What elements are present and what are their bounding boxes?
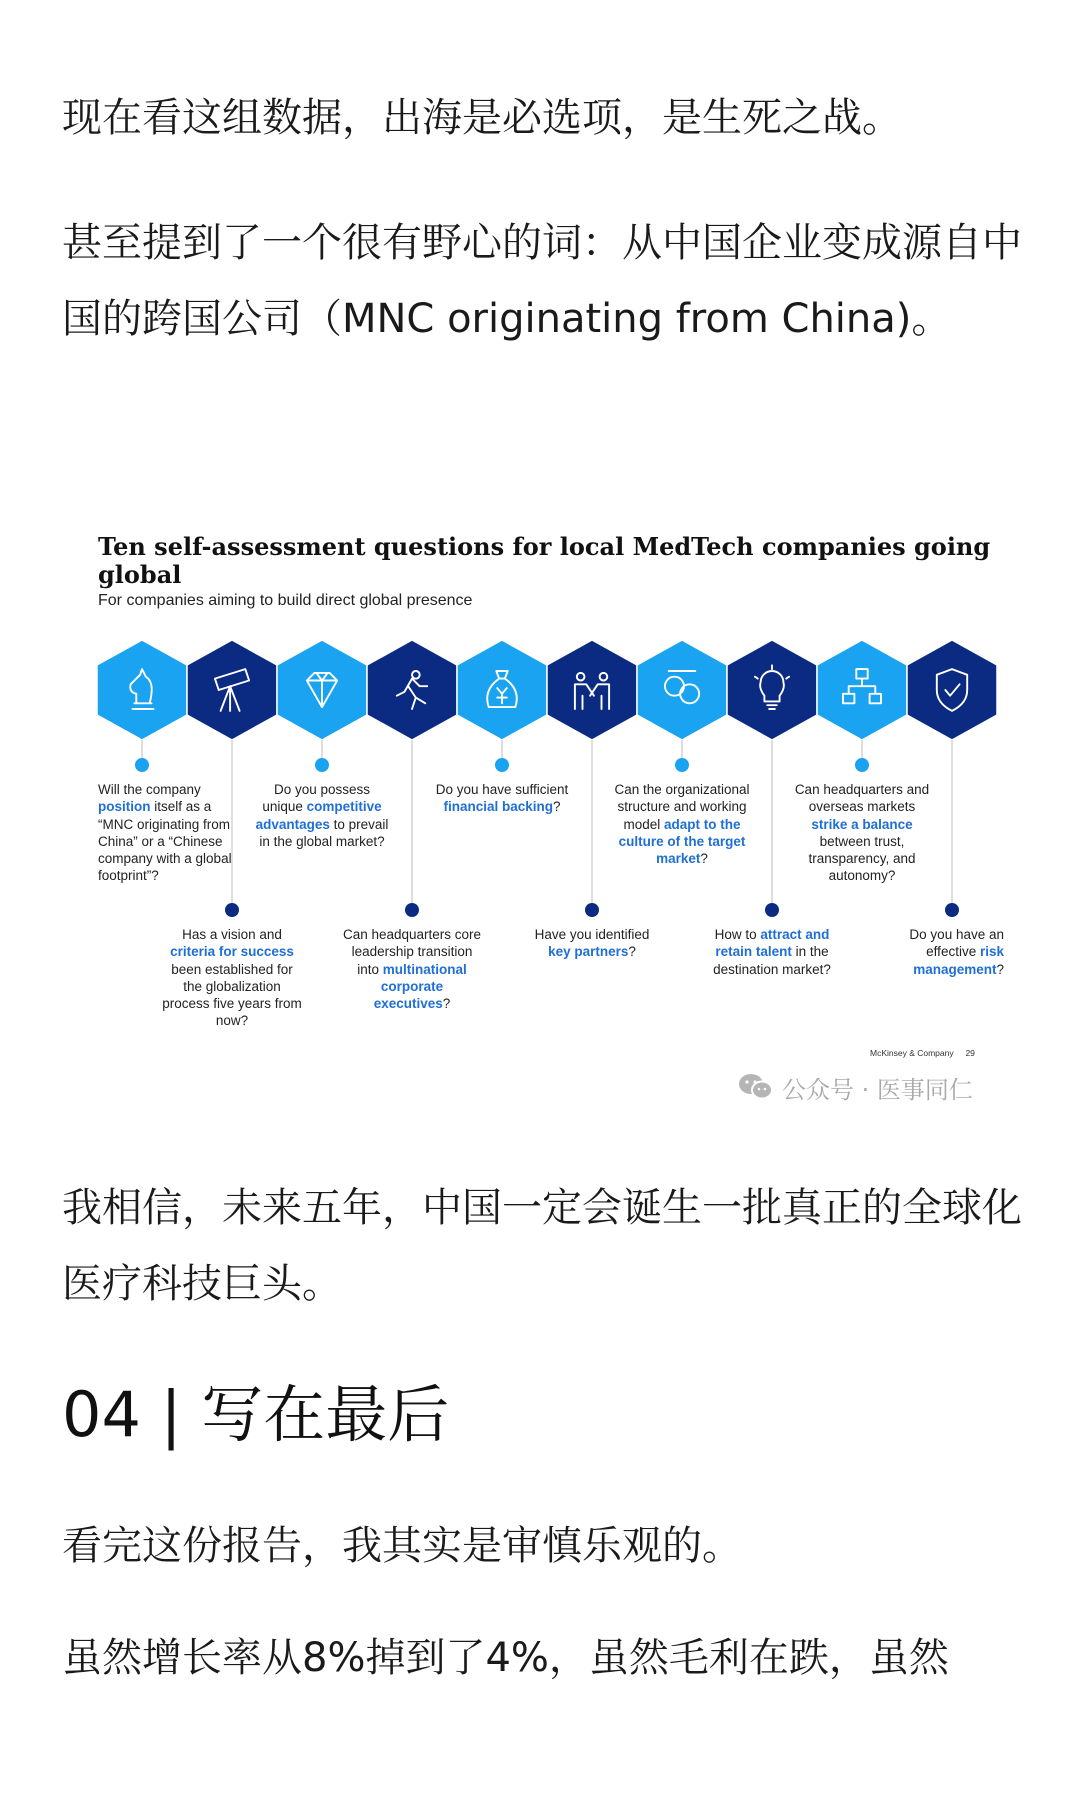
question-8: How to attract and retain talent in the destination market? — [713, 927, 831, 977]
connector-dot-6 — [585, 903, 599, 917]
connector-dot-8 — [765, 903, 779, 917]
hexagon-8 — [727, 640, 817, 740]
assessment-figure — [0, 500, 1080, 1120]
paragraph-4: 看完这份报告，我其实是审慎乐观的。 — [62, 1523, 742, 1569]
hexagon-5 — [457, 640, 547, 740]
connector-dot-1 — [135, 758, 149, 772]
watermark — [738, 1070, 973, 1104]
hexagon-1 — [97, 640, 187, 740]
hexagon-9 — [817, 640, 907, 740]
question-9: Can headquarters and overseas markets strike a balance between trust, transparency, and autonomy? — [794, 782, 930, 884]
figure-title: Ten self-assessment questions for local MedTech companies going global — [98, 532, 991, 589]
connector-dot-4 — [405, 903, 419, 917]
hexagon-7 — [637, 640, 727, 740]
hexagon-10 — [907, 640, 997, 740]
connector-dot-3 — [315, 758, 329, 772]
section-heading: 04 | 写在最后 — [62, 1378, 450, 1451]
question-2: Has a vision and criteria for success been established for the globalization process five years from now? — [162, 927, 302, 1029]
paragraph-2: 甚至提到了一个很有野心的词：从中国企业变成源自中国的跨国公司（MNC originating from China)。 — [62, 220, 1022, 342]
hexagon-6 — [547, 640, 637, 740]
figure-subtitle: For companies aiming to build direct global presence — [98, 592, 473, 609]
question-6: Have you identified key partners? — [534, 927, 650, 960]
figure-credit: McKinsey & Company 29 — [870, 1048, 975, 1058]
question-3: Do you possess unique competitive advantages to prevail in the global market? — [255, 782, 389, 849]
watermark-text: 公众号 · 医事同仁 — [782, 1075, 973, 1104]
connector-dot-7 — [675, 758, 689, 772]
connector-dot-5 — [495, 758, 509, 772]
question-5: Do you have sufficient financial backing? — [435, 782, 569, 815]
wechat-icon — [738, 1072, 774, 1102]
paragraph-5: 虽然增长率从8%掉到了4%，虽然毛利在跌，虽然 — [62, 1635, 949, 1681]
connector-dot-2 — [225, 903, 239, 917]
question-4: Can headquarters core leadership transition into multinational corporate executives? — [342, 927, 482, 1012]
connector-dot-9 — [855, 758, 869, 772]
question-7: Can the organizational structure and working model adapt to the culture of the target market? — [614, 782, 750, 867]
hexagon-4 — [367, 640, 457, 740]
paragraph-1: 现在看这组数据，出海是必选项，是生死之战。 — [62, 95, 902, 141]
question-10: Do you have an effective risk management? — [909, 927, 1004, 977]
connector-dot-10 — [945, 903, 959, 917]
question-1: Will the company position itself as a “MNC originating from China” or a “Chinese company with a global footprint”? — [98, 782, 232, 884]
paragraph-3: 我相信，未来五年，中国一定会诞生一批真正的全球化医疗科技巨头。 — [62, 1185, 1022, 1307]
